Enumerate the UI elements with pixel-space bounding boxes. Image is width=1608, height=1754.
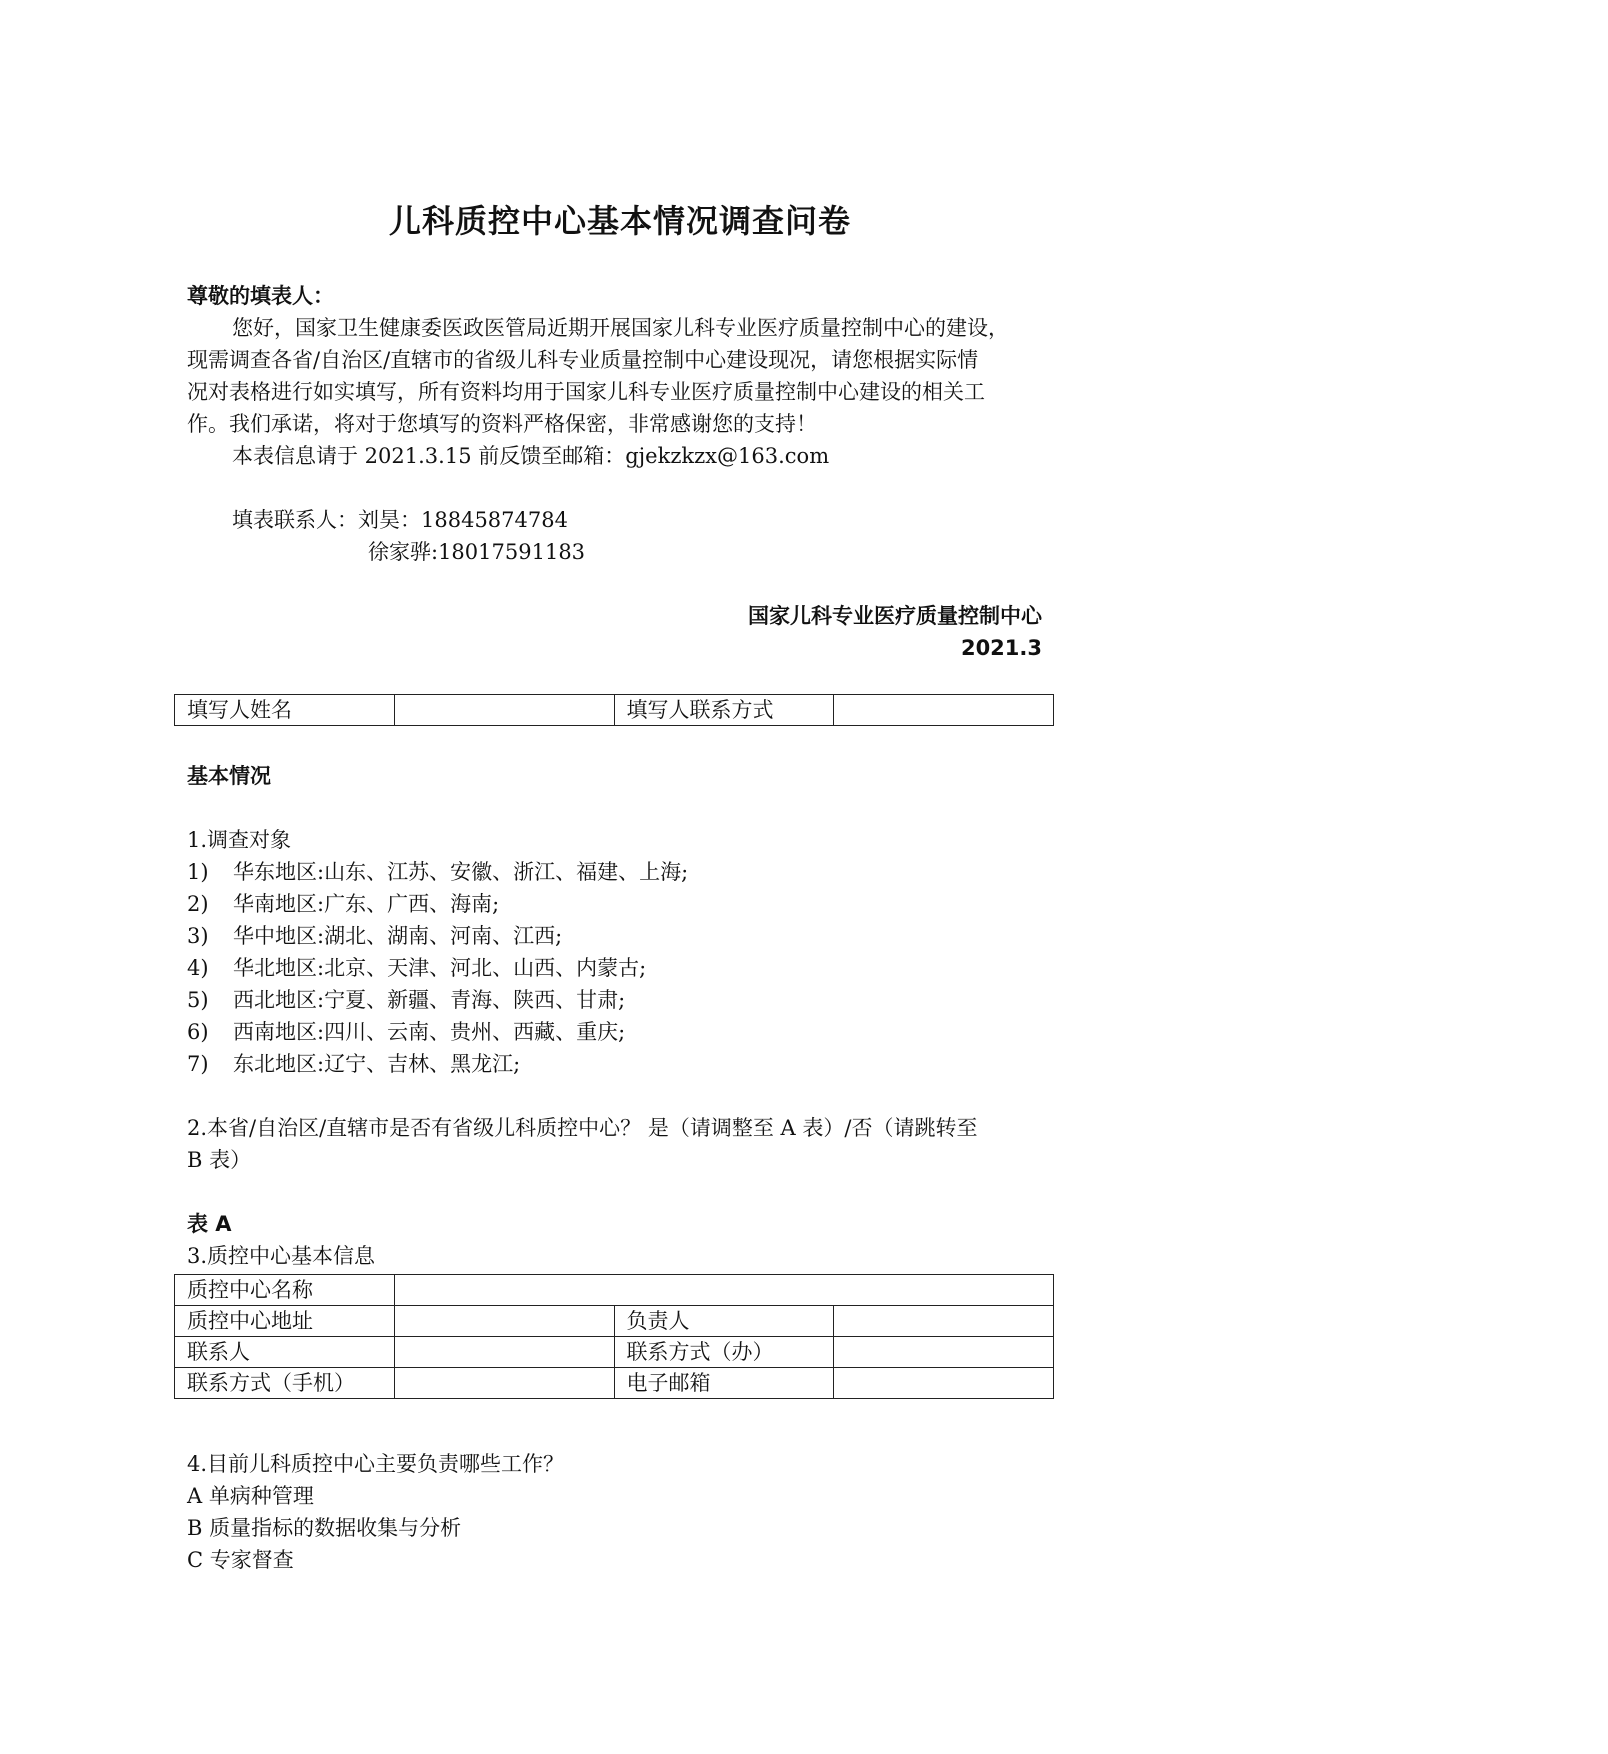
q4-option-b: B 质量指标的数据收集与分析 <box>187 1516 462 1540</box>
list-text: 华中地区:湖北、湖南、河南、江西; <box>233 924 563 948</box>
table-row <box>175 1368 1054 1399</box>
office-phone-label: 联系方式（办） <box>614 1337 834 1368</box>
q4-option-c: C 专家督查 <box>187 1548 294 1572</box>
list-item <box>187 952 646 984</box>
mobile-phone-field[interactable] <box>394 1368 614 1399</box>
table-a-heading: 表 A <box>187 1212 232 1236</box>
document-title: 儿科质控中心基本情况调查问卷 <box>388 202 851 240</box>
q4-option-a: A 单病种管理 <box>187 1484 314 1508</box>
list-item <box>187 1016 625 1048</box>
list-item <box>187 856 688 888</box>
center-address-label: 质控中心地址 <box>175 1306 395 1337</box>
list-item <box>187 920 562 952</box>
contact-person-2: 徐家骅:18017591183 <box>368 540 586 564</box>
list-number: 5) <box>187 988 209 1012</box>
mobile-phone-label: 联系方式（手机） <box>175 1368 395 1399</box>
list-number: 3) <box>187 924 209 948</box>
contacts-label-text: 填表联系人： <box>232 508 358 532</box>
deadline-line: 本表信息请于 2021.3.15 前反馈至邮箱：gjekzkzx@163.com <box>232 444 830 468</box>
q1-title: 1.调查对象 <box>187 828 292 852</box>
contact-person-field[interactable] <box>394 1337 614 1368</box>
q4-title: 4.目前儿科质控中心主要负责哪些工作？ <box>187 1452 565 1476</box>
filler-name-field[interactable] <box>394 695 614 726</box>
office-phone-field[interactable] <box>834 1337 1054 1368</box>
list-text: 华东地区:山东、江苏、安徽、浙江、福建、上海; <box>233 860 689 884</box>
list-item <box>187 984 625 1016</box>
q2-line-2: B 表） <box>187 1148 252 1172</box>
intro-line-4: 作。我们承诺，将对于您填写的资料严格保密，非常感谢您的支持！ <box>187 412 817 436</box>
email-label: 电子邮箱 <box>614 1368 834 1399</box>
signature-org: 国家儿科专业医疗质量控制中心 <box>748 604 1042 628</box>
list-text: 华南地区:广东、广西、海南; <box>233 892 500 916</box>
center-name-field[interactable] <box>394 1275 1053 1306</box>
table-row <box>175 695 1054 726</box>
table-row <box>175 1337 1054 1368</box>
intro-line-2: 现需调查各省/自治区/直辖市的省级儿科专业质量控制中心建设现况，请您根据实际情 <box>187 348 979 372</box>
q3-title: 3.质控中心基本信息 <box>187 1244 376 1268</box>
email-field[interactable] <box>834 1368 1054 1399</box>
contact-person-1: 刘昊：18845874784 <box>358 508 568 532</box>
list-number: 4) <box>187 956 209 980</box>
q2-line-1: 2.本省/自治区/直辖市是否有省级儿科质控中心？ 是（请调整至 A 表）/否（请跳转至 <box>187 1116 978 1140</box>
director-label: 负责人 <box>614 1306 834 1337</box>
list-text: 西南地区:四川、云南、贵州、西藏、重庆; <box>233 1020 626 1044</box>
filler-contact-label: 填写人联系方式 <box>614 695 834 726</box>
contact-person-label: 联系人 <box>175 1337 395 1368</box>
list-number: 2) <box>187 892 209 916</box>
list-item <box>187 1048 520 1080</box>
greeting: 尊敬的填表人： <box>187 284 334 308</box>
signature-date: 2021.3 <box>960 636 1042 660</box>
intro-line-3: 况对表格进行如实填写，所有资料均用于国家儿科专业医疗质量控制中心建设的相关工 <box>187 380 985 404</box>
filler-info-table <box>174 694 1054 726</box>
center-info-table <box>174 1274 1054 1399</box>
list-text: 华北地区:北京、天津、河北、山西、内蒙古; <box>233 956 647 980</box>
list-number: 1) <box>187 860 209 884</box>
center-address-field[interactable] <box>394 1306 614 1337</box>
filler-name-label: 填写人姓名 <box>175 695 395 726</box>
list-number: 6) <box>187 1020 209 1044</box>
intro-line-1: 您好，国家卫生健康委医政医管局近期开展国家儿科专业医疗质量控制中心的建设， <box>232 316 1009 340</box>
table-row <box>175 1306 1054 1337</box>
list-item <box>187 888 499 920</box>
list-text: 东北地区:辽宁、吉林、黑龙江; <box>233 1052 521 1076</box>
contacts-label <box>232 504 568 536</box>
section-basic-heading: 基本情况 <box>187 764 271 788</box>
list-number: 7) <box>187 1052 209 1076</box>
table-row <box>175 1275 1054 1306</box>
director-field[interactable] <box>834 1306 1054 1337</box>
list-text: 西北地区:宁夏、新疆、青海、陕西、甘肃; <box>233 988 626 1012</box>
filler-contact-field[interactable] <box>834 695 1054 726</box>
center-name-label: 质控中心名称 <box>175 1275 395 1306</box>
